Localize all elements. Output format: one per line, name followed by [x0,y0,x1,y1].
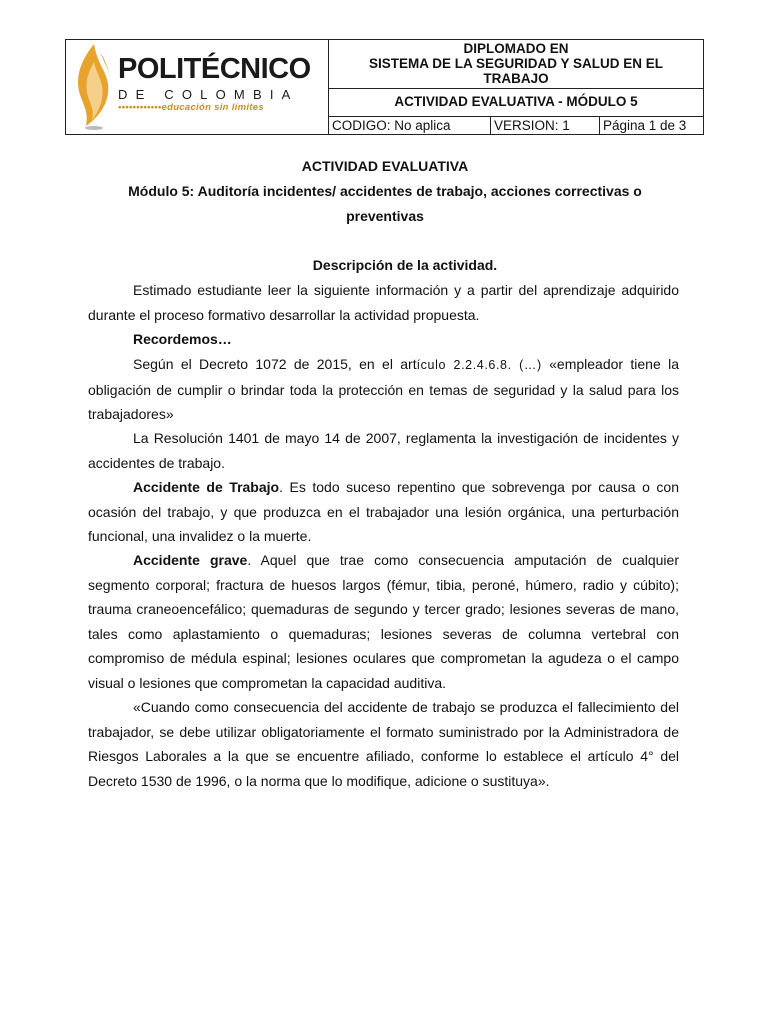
header-code: CODIGO: No aplica [329,117,491,134]
header-title-line2: SISTEMA DE LA SEGURIDAD Y SALUD EN EL [368,56,664,71]
quote-paragraph [88,695,679,793]
decree-post: «empleador tiene la obligación de cumplir o brindar toda la protección en temas de seguridad y la salud para los trabajadores» [88,356,679,422]
decree-pre: Según el Decreto 1072 de 2015, en el art [133,356,417,372]
grave-term: Accidente grave [133,552,248,568]
doc-heading: ACTIVIDAD EVALUATIVA [301,158,469,174]
document-header [65,39,704,135]
module-title-line2: preventivas [346,208,424,224]
logo-name: POLITÉCNICO [118,53,311,85]
accident-paragraph [88,475,679,549]
header-version: VERSION: 1 [491,117,600,134]
header-page: Página 1 de 3 [603,118,687,133]
resolution-text: La Resolución 1401 de mayo 14 de 2007, reglamenta la investigación de incidentes y accidentes de trabajo. [88,430,679,471]
accident-definition: . Es todo suceso repentino que sobrevenga por causa o con ocasión del trabajo, y que produzca en el trabajador una lesión orgánica, una perturbación funcional, una invalidez o la muerte. [88,479,679,544]
description-heading: Descripción de la actividad. [312,257,498,273]
grave-definition: . Aquel que trae como consecuencia amputación de cualquier segmento corporal; fractura de huesos largos (fémur, tibia, peroné, húmero, radio y cúbito); trauma craneoencefálico; quemaduras de segundo y tercer grado; lesiones severas de mano, tales como aplastamiento o quemaduras; lesiones severas de columna vertebral con compromiso de médula espinal; lesiones oculares que comprometan la agudeza o el campo visual o lesiones que comprometan la capacidad auditiva. [88,552,679,691]
header-title-line1: DIPLOMADO EN [463,41,569,56]
logo-dots: •••••••••••• [118,102,162,113]
intro-paragraph [88,278,679,327]
logo-cell [66,40,329,134]
header-title-line3: TRABAJO [483,71,549,86]
decree-article: ículo 2.2.4.6.8. (…) [416,358,542,372]
logo-subtitle: DE COLOMBIA [118,87,299,102]
decree-paragraph [88,352,679,427]
header-title [329,40,703,89]
quote-text: «Cuando como consecuencia del accidente de trabajo se produzca el fallecimiento del trabajador, se debe utilizar obligatoriamente el formato suministrado por la Administradora de Riesgos Laborales a la que se encuentre afiliado, conforme lo establece el artículo 4° del Decreto 1530 de 1996, o la norma que lo modifique, adicione o sustituya». [88,699,679,789]
accident-term: Accidente de Trabajo [133,479,280,495]
logo-tagline-text: educación sin límites [161,102,264,113]
flame-logo-icon [70,42,118,132]
remember-text: Recordemos… [133,331,232,347]
grave-paragraph [88,548,679,695]
header-activity: ACTIVIDAD EVALUATIVA - MÓDULO 5 [329,89,703,117]
logo-tagline [118,102,264,113]
module-title-line1: Módulo 5: Auditoría incidentes/ accidentes de trabajo, acciones correctivas o [128,183,642,199]
intro-text: Estimado estudiante leer la siguiente información y a partir del aprendizaje adquirido durante el proceso formativo desarrollar la actividad propuesta. [88,282,679,323]
header-meta-row [329,117,703,134]
resolution-paragraph [88,426,679,475]
remember-label [88,327,679,352]
